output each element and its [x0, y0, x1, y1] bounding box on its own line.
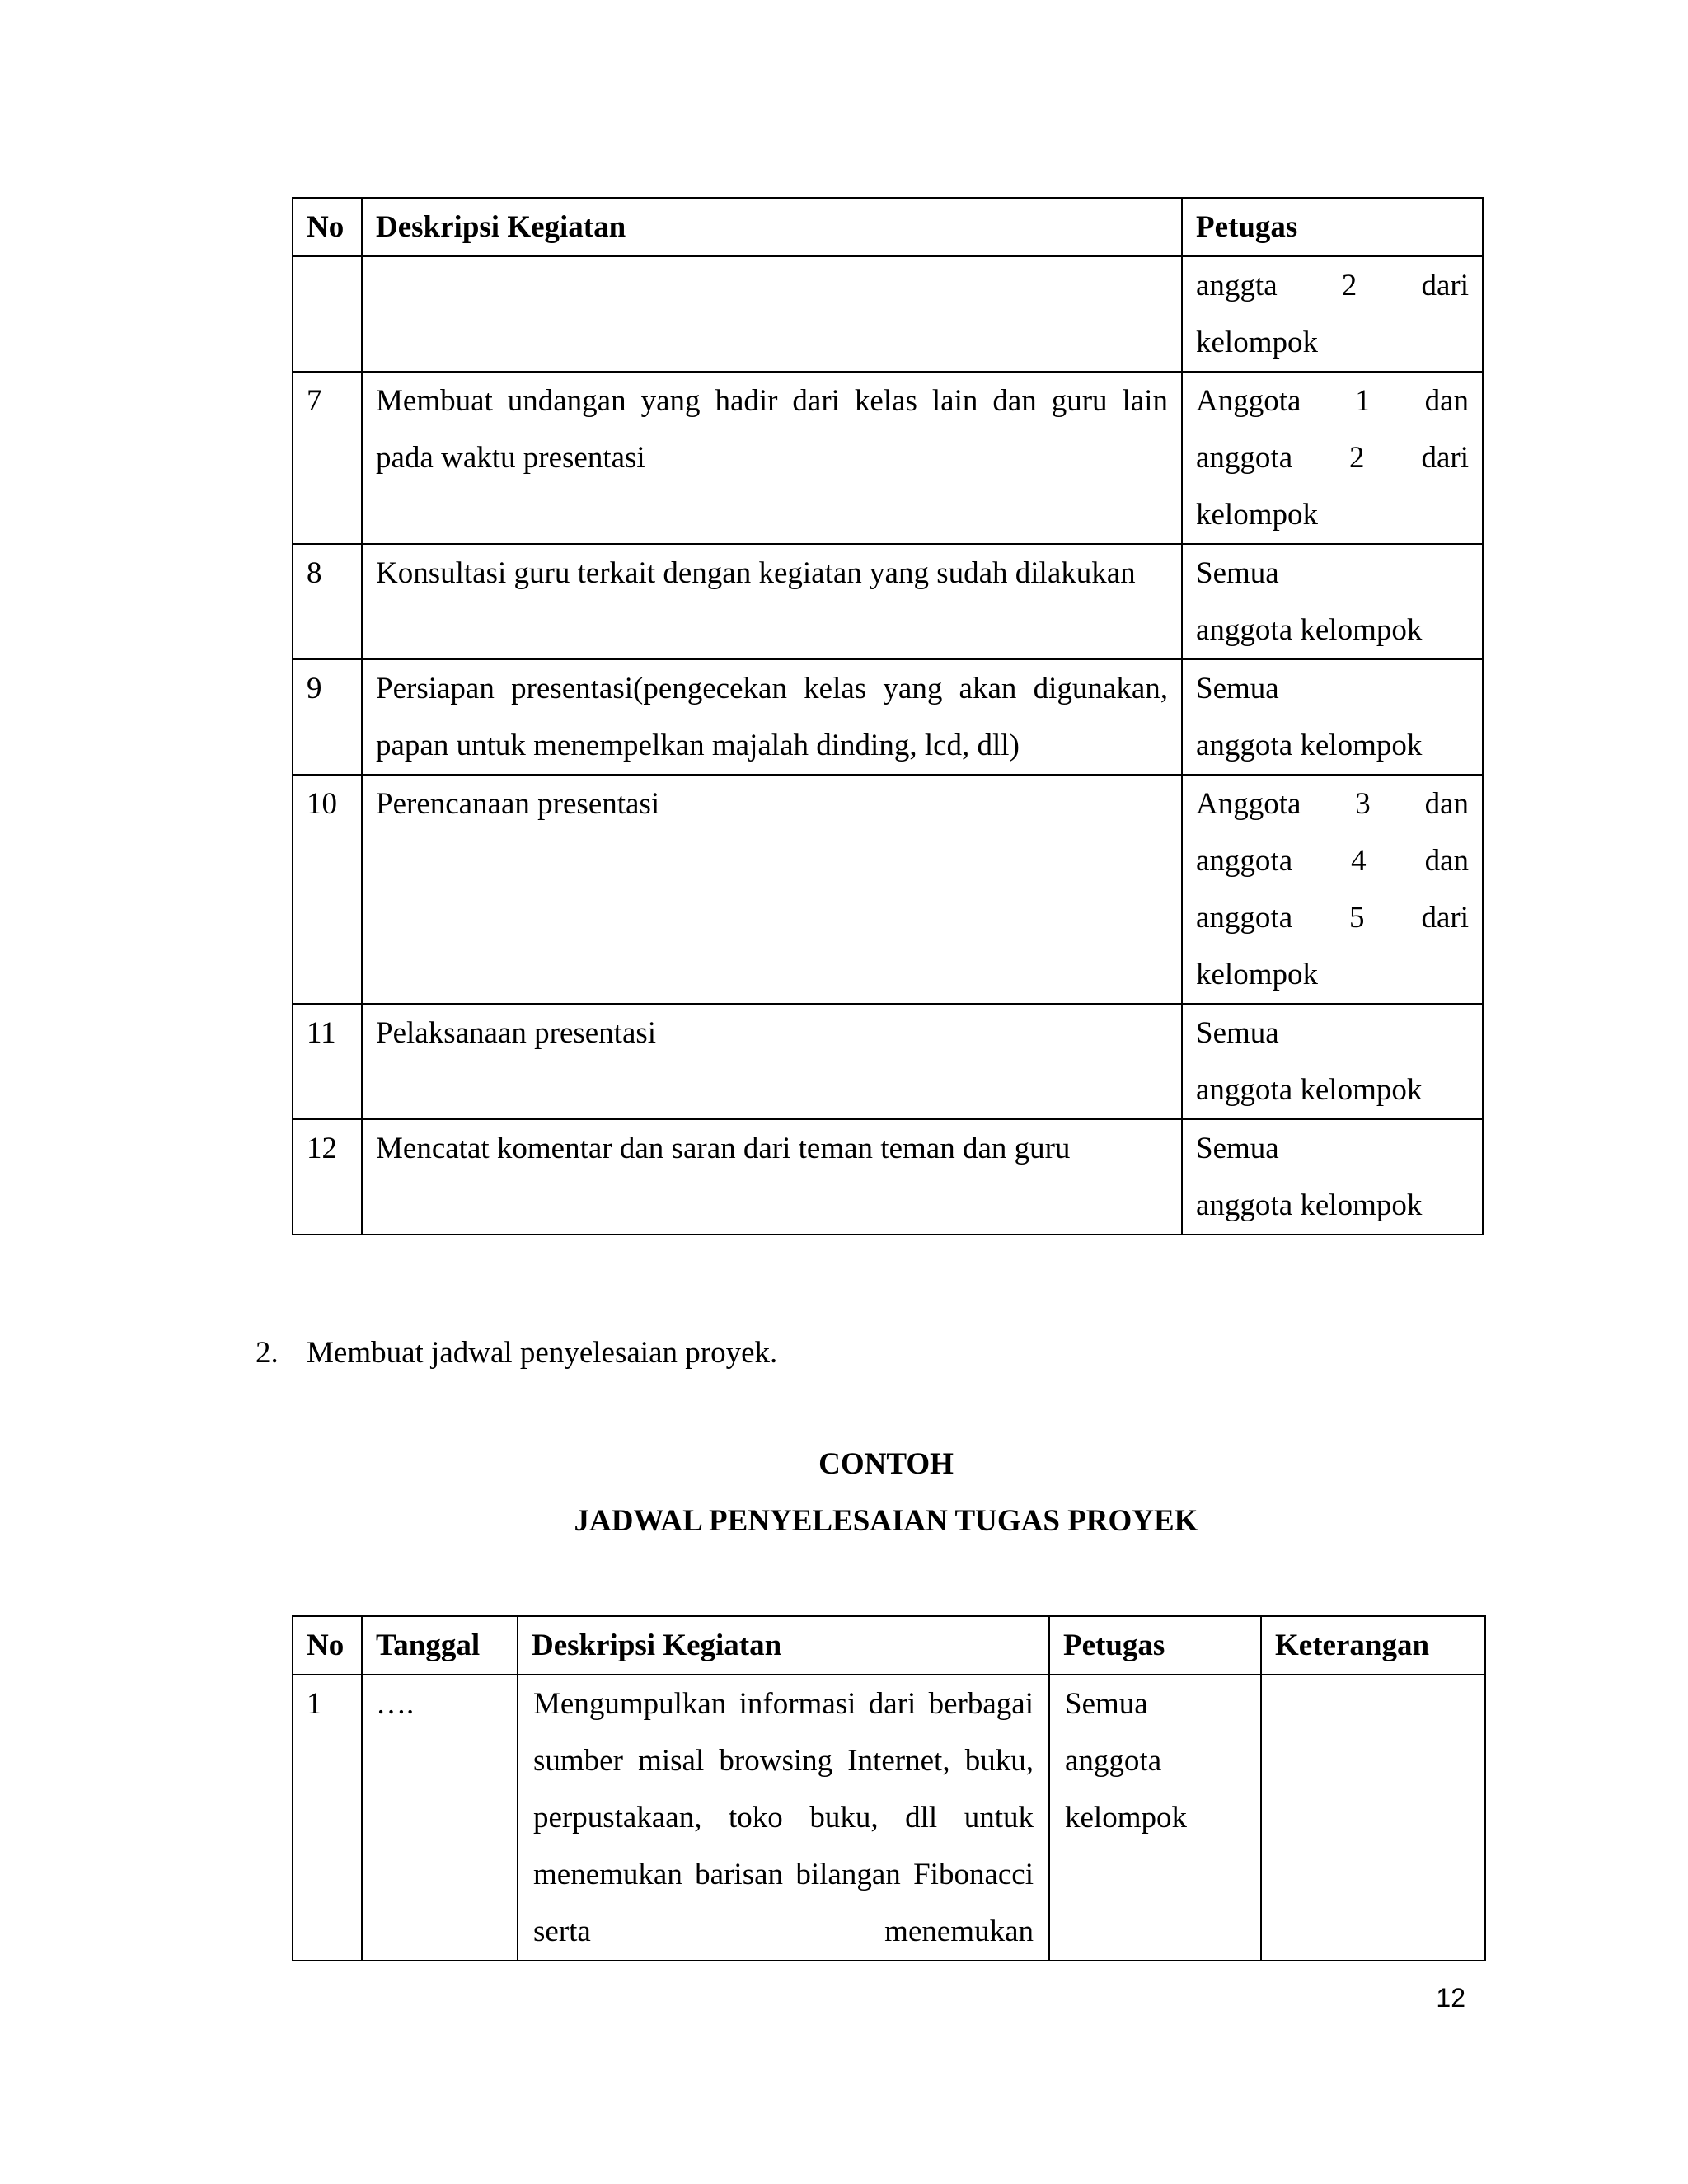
petugas-line: kelompok [1196, 958, 1318, 991]
heading-contoh: CONTOH [818, 1447, 954, 1481]
petugas-line: Semua [1196, 1016, 1279, 1050]
row-petugas [1049, 1675, 1261, 1961]
row-number [293, 256, 362, 372]
table-row [293, 775, 1483, 1004]
table-header-row [293, 198, 1483, 256]
petugas-line: anggota kelompok [1196, 613, 1423, 647]
row-petugas [1182, 1004, 1483, 1119]
row-keterangan [1261, 1675, 1485, 1961]
step-text: Membuat jadwal penyelesaian proyek. [307, 1336, 778, 1370]
petugas-line: Anggota 1 dan [1196, 384, 1469, 418]
petugas-line: anggota 4 dan [1196, 844, 1469, 878]
petugas-line: Anggota 3 dan [1196, 787, 1469, 821]
petugas-line: anggota 2 dari [1196, 441, 1469, 475]
header-petugas: Petugas [1182, 198, 1483, 256]
row-petugas [1182, 775, 1483, 1004]
petugas-line: kelompok [1065, 1801, 1187, 1835]
row-number: 1 [293, 1675, 362, 1961]
petugas-line: Semua [1196, 556, 1279, 590]
row-description: Mengumpulkan informasi dari berbagai sumber misal browsing Internet, buku, perpustakaan, toko buku, dll untuk menemukan barisan bilangan Fibonacci serta menemukan [518, 1675, 1049, 1961]
row-petugas [1182, 256, 1483, 372]
header-no: No [293, 1616, 362, 1675]
petugas-line: anggota [1065, 1744, 1162, 1778]
petugas-line: Semua [1196, 672, 1279, 705]
task-division-table [292, 197, 1484, 1235]
petugas-line: kelompok [1196, 326, 1318, 359]
header-tanggal: Tanggal [362, 1616, 518, 1675]
step-2-item [256, 1329, 777, 1378]
row-petugas [1182, 372, 1483, 544]
row-description: Konsultasi guru terkait dengan kegiatan yang sudah dilakukan [362, 544, 1182, 659]
petugas-line: kelompok [1196, 498, 1318, 532]
header-keterangan: Keterangan [1261, 1616, 1485, 1675]
table-row [293, 1675, 1485, 1961]
row-number: 12 [293, 1119, 362, 1235]
row-number: 8 [293, 544, 362, 659]
row-number: 11 [293, 1004, 362, 1119]
page-number: 12 [1436, 1983, 1465, 2013]
row-number: 9 [293, 659, 362, 775]
schedule-table [292, 1615, 1486, 1961]
table-row [293, 659, 1483, 775]
row-description: Mencatat komentar dan saran dari teman teman dan guru [362, 1119, 1182, 1235]
step-number: 2. [256, 1336, 279, 1370]
header-deskripsi: Deskripsi Kegiatan [362, 198, 1182, 256]
row-description: Perencanaan presentasi [362, 775, 1182, 1004]
petugas-line: anggota kelompok [1196, 1188, 1423, 1222]
table-row [293, 372, 1483, 544]
table-header-row [293, 1616, 1485, 1675]
row-petugas [1182, 1119, 1483, 1235]
heading-jadwal: JADWAL PENYELESAIAN TUGAS PROYEK [574, 1504, 1198, 1538]
petugas-line: anggota kelompok [1196, 729, 1423, 762]
row-number: 10 [293, 775, 362, 1004]
row-description: Pelaksanaan presentasi [362, 1004, 1182, 1119]
row-description [362, 256, 1182, 372]
table-row [293, 256, 1483, 372]
table-row [293, 1119, 1483, 1235]
header-no: No [293, 198, 362, 256]
row-description: Persiapan presentasi(pengecekan kelas yang akan digunakan, papan untuk menempelkan majalah dinding, lcd, dll) [362, 659, 1182, 775]
petugas-line: anggota 5 dari [1196, 901, 1469, 935]
row-petugas [1182, 544, 1483, 659]
row-description: Membuat undangan yang hadir dari kelas lain dan guru lain pada waktu presentasi [362, 372, 1182, 544]
petugas-line: anggta 2 dari [1196, 269, 1469, 302]
petugas-line: anggota kelompok [1196, 1073, 1423, 1107]
petugas-line: Semua [1065, 1687, 1148, 1721]
row-number: 7 [293, 372, 362, 544]
row-tanggal: …. [362, 1675, 518, 1961]
petugas-line: Semua [1196, 1132, 1279, 1165]
header-petugas: Petugas [1049, 1616, 1261, 1675]
header-deskripsi: Deskripsi Kegiatan [518, 1616, 1049, 1675]
table-row [293, 1004, 1483, 1119]
row-petugas [1182, 659, 1483, 775]
table-row [293, 544, 1483, 659]
